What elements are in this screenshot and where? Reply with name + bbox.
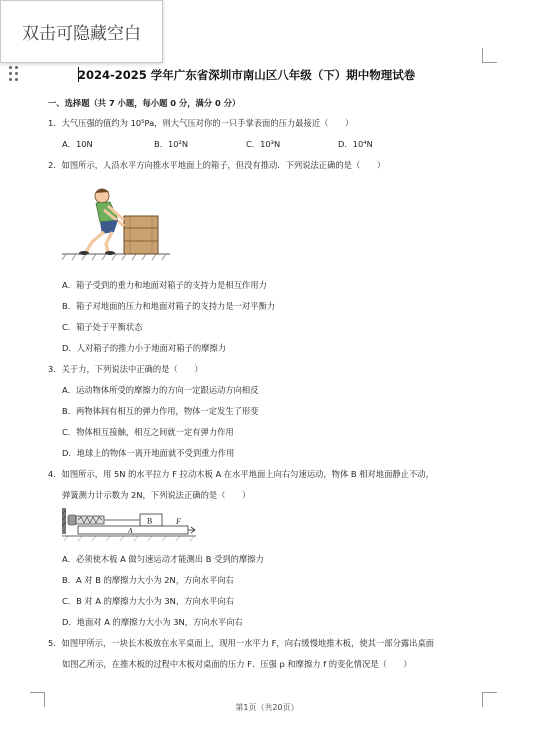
q3-option-c: C．物体相互接触，相互之间就一定有弹力作用 bbox=[62, 427, 234, 437]
q4-option-d: D．地面对 A 的摩擦力大小为 3N，方向水平向右 bbox=[62, 617, 243, 627]
q3-option-b: B．两物体间有相互的弹力作用，物体一定发生了形变 bbox=[62, 406, 259, 416]
person-pushing-box-figure bbox=[62, 180, 170, 264]
q1-option-c: C．10³N bbox=[246, 139, 281, 149]
question-2-stem: 2．如图所示，人沿水平方向推水平地面上的箱子，但没有推动．下列说法正确的是（ ） bbox=[48, 160, 386, 170]
q3-option-a: A．运动物体所受的摩擦力的方向一定跟运动方向相反 bbox=[62, 385, 259, 395]
question-4-stem-line1: 4．如图所示，用 5N 的水平拉力 F 拉动木板 A 在水平地面上向右匀速运动，物体 B 相对地面静止不动， bbox=[48, 469, 434, 479]
q2-option-a: A．箱子受到的重力和地面对箱子的支持力是相互作用力 bbox=[62, 280, 267, 290]
q2-option-d: D．人对箱子的推力小于地面对箱子的摩擦力 bbox=[62, 343, 227, 353]
question-3-stem: 3．关于力，下列说法中正确的是（ ） bbox=[48, 364, 203, 374]
q2-option-c: C．箱子处于平衡状态 bbox=[62, 322, 143, 332]
question-1-stem: 1．大气压强的值约为 10⁵Pa，则大气压对你的一只手掌表面的压力最接近（ ） bbox=[48, 118, 354, 128]
question-5-stem-line2: 如图乙所示，在推木板的过程中木板对桌面的压力 F、压强 p 和摩擦力 f 的变化情况是（ ） bbox=[62, 659, 412, 669]
q1-option-d: D．10⁴N bbox=[338, 139, 373, 149]
drag-handle-icon[interactable] bbox=[9, 66, 21, 88]
page-footer: 第1页（共20页） bbox=[235, 703, 299, 712]
q4-option-c: C．B 对 A 的摩擦力大小为 3N，方向水平向右 bbox=[62, 596, 234, 606]
q1-option-a: A．10N bbox=[62, 139, 93, 149]
crop-mark-top-right bbox=[482, 48, 497, 63]
question-1-options bbox=[62, 138, 462, 150]
board-a-label: A bbox=[128, 526, 133, 535]
q3-option-d: D．地球上的物体一离开地面就不受到重力作用 bbox=[62, 448, 235, 458]
hide-blank-button[interactable]: 双击可隐藏空白 bbox=[0, 0, 163, 63]
q1-option-b: B．10²N bbox=[154, 139, 189, 149]
section-heading: 一、选择题（共 7 小题，每小题 0 分，满分 0 分） bbox=[48, 98, 241, 108]
force-f-label: F bbox=[176, 517, 181, 526]
q4-option-a: A．必须使木板 A 做匀速运动才能测出 B 受到的摩擦力 bbox=[62, 554, 264, 564]
spring-scale-board-figure bbox=[62, 506, 196, 542]
question-4-stem-line2: 弹簧测力计示数为 2N，下列说法正确的是（ ） bbox=[62, 490, 251, 500]
block-b-label: B bbox=[147, 516, 153, 526]
question-5-stem-line1: 5．如图甲所示，一块长木板放在水平桌面上，现用一水平力 F，向右缓慢地推木板，使其一部分露出桌面 bbox=[48, 638, 435, 648]
q2-option-b: B．箱子对地面的压力和地面对箱子的支持力是一对平衡力 bbox=[62, 301, 276, 311]
q4-option-b: B．A 对 B 的摩擦力大小为 2N，方向水平向右 bbox=[62, 575, 234, 585]
document-title: 2024-2025 学年广东省深圳市南山区八年级（下）期中物理试卷 bbox=[78, 68, 416, 82]
